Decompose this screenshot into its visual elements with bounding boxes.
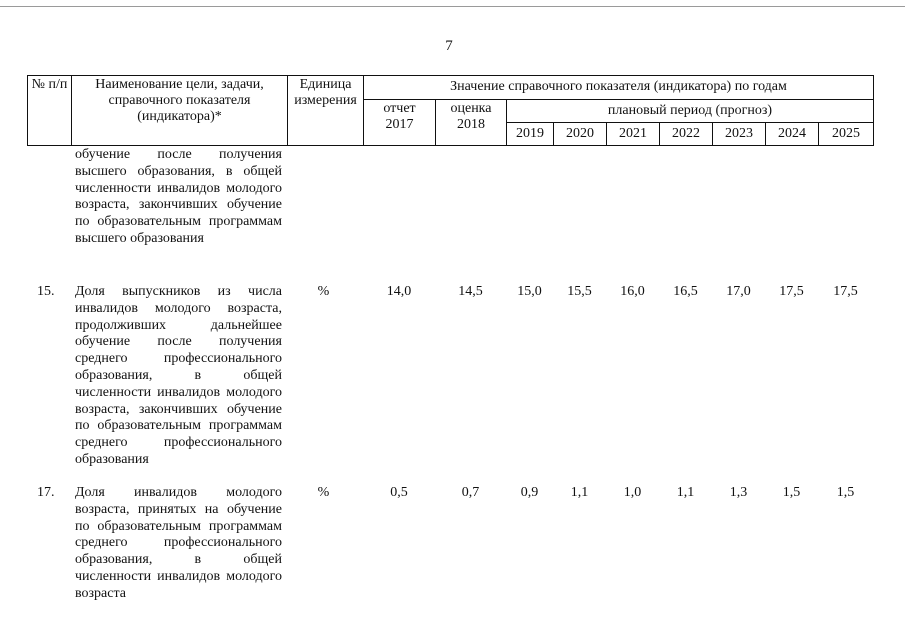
value-2020: 15,5 xyxy=(567,284,592,299)
row-unit: % xyxy=(317,284,330,299)
value-2024: 17,5 xyxy=(779,284,804,299)
header-report-label: отчет xyxy=(383,101,416,116)
header-report-year: 2017 xyxy=(385,117,414,133)
value-2025: 1,5 xyxy=(836,485,855,500)
value-2023: 17,0 xyxy=(726,284,751,299)
value-2024: 1,5 xyxy=(782,485,801,500)
header-year: 2021 xyxy=(607,123,660,146)
header-year: 2019 xyxy=(507,123,554,146)
value-2023: 1,3 xyxy=(729,485,748,500)
header-year: 2025 xyxy=(819,123,874,146)
header-year: 2020 xyxy=(554,123,607,146)
value-2021: 16,0 xyxy=(620,284,645,299)
header-plan-period: плановый период (прогноз) xyxy=(507,100,874,123)
row-number: 15. xyxy=(37,284,55,299)
value-2019: 15,0 xyxy=(517,284,542,299)
row-text: Доля выпускников из числа инвалидов молодого возраста, продолживших дальнейшее обучение после получения среднего профессионального образования, в общей численности инвалидов молодого возраста, закончивших обучение по образовательным программам среднего профессионального образования xyxy=(75,284,282,467)
header-unit: Единица измерения xyxy=(288,76,364,146)
table-header xyxy=(27,75,874,146)
row-number: 17. xyxy=(37,485,55,500)
value-2018: 0,7 xyxy=(461,485,480,500)
value-2018: 14,5 xyxy=(458,284,483,299)
value-2019: 0,9 xyxy=(520,485,539,500)
row-text: обучение после получения высшего образования, в общей численности инвалидов молодого возраста, закончивших обучение по образовательным программам высшего образования xyxy=(75,147,282,246)
header-report xyxy=(364,100,436,146)
header-estimate-year: 2018 xyxy=(457,117,485,133)
value-2021: 1,0 xyxy=(623,485,642,500)
value-2017: 0,5 xyxy=(390,485,408,500)
header-name: Наименование цели, задачи, справочного показателя (индикатора)* xyxy=(72,76,288,146)
page-number: 7 xyxy=(445,38,453,54)
header-year: 2024 xyxy=(766,123,819,146)
header-estimate xyxy=(436,100,507,146)
header-values-group: Значение справочного показателя (индикатора) по годам xyxy=(364,76,874,100)
header-year: 2023 xyxy=(713,123,766,146)
value-2017: 14,0 xyxy=(386,284,412,299)
header-year: 2022 xyxy=(660,123,713,146)
header-num: № п/п xyxy=(28,76,72,146)
value-2022: 16,5 xyxy=(673,284,698,299)
value-2020: 1,1 xyxy=(570,485,589,500)
value-2022: 1,1 xyxy=(676,485,695,500)
row-unit: % xyxy=(317,485,330,500)
row-text: Доля инвалидов молодого возраста, принятых на обучение по образовательным программам среднего профессионального образования, в общей численности инвалидов молодого возраста xyxy=(75,485,282,601)
value-2025: 17,5 xyxy=(833,284,858,299)
header-estimate-label: оценка xyxy=(450,101,492,116)
scan-top-line xyxy=(0,6,905,7)
